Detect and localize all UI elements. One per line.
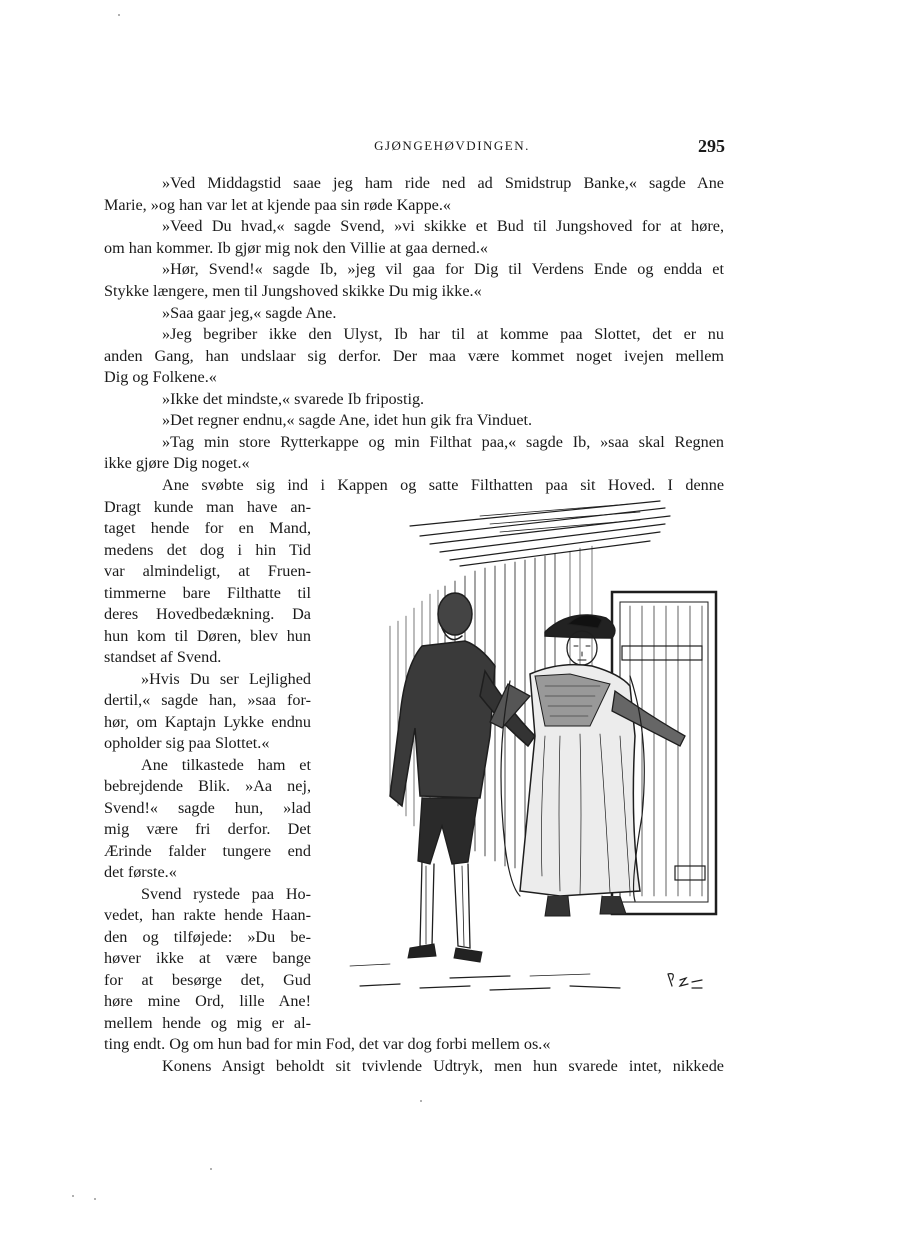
page-speck: [118, 14, 120, 16]
column-line: Svend!« sagde hun, »lad: [104, 799, 311, 817]
column-line: Ane tilkastede ham et: [141, 756, 311, 774]
text-line: »Ikke det mindste,« svarede Ib fripostig.: [162, 390, 425, 408]
column-line: høver ikke at være bange: [104, 949, 311, 967]
column-line: mig være fri derfor. Det: [104, 820, 311, 838]
column-line: vedet, han rakte hende Haan-: [104, 906, 311, 924]
column-line: hun kom til Døren, blev hun: [104, 627, 311, 645]
column-line: hør, om Kaptajn Lykke endnu: [104, 713, 311, 731]
text-line: ting endt. Og om hun bad for min Fod, det var dog forbi mellem os.«: [104, 1035, 551, 1053]
column-line: medens det dog i hin Tid: [104, 541, 311, 559]
text-line: Stykke længere, men til Jungshoved skikke Du mig ikke.«: [104, 282, 482, 300]
page-speck: [420, 1100, 422, 1102]
page-speck: [94, 1198, 96, 1200]
column-line: høre mine Ord, lille Ane!: [104, 992, 311, 1010]
text-line: »Ved Middagstid saae jeg ham ride ned ad Smidstrup Banke,« sagde Ane: [162, 174, 724, 192]
column-line: »Hvis Du ser Lejlighed: [141, 670, 311, 688]
column-line: dertil,« sagde han, »saa for-: [104, 691, 311, 709]
column-line: for at besørge det, Gud: [104, 971, 311, 989]
page-number: 295: [698, 136, 725, 156]
column-line: taget hende for en Mand,: [104, 519, 311, 537]
text-line: »Det regner endnu,« sagde Ane, idet hun gik fra Vinduet.: [162, 411, 533, 429]
text-line: »Tag min store Rytterkappe og min Filthat paa,« sagde Ib, »saa skal Regnen: [162, 433, 724, 451]
column-line: Ærinde falder tungere end: [104, 842, 311, 860]
text-line: Konens Ansigt beholdt sit tvivlende Udtryk, men hun svarede intet, nikkede: [162, 1057, 724, 1075]
column-line: Dragt kunde man have an-: [104, 498, 311, 516]
column-line: mellem hende og mig er al-: [104, 1014, 311, 1032]
text-line: »Saa gaar jeg,« sagde Ane.: [162, 304, 337, 322]
column-line: timmerne bare Filthatte til: [104, 584, 311, 602]
text-line: Ane svøbte sig ind i Kappen og satte Filthatten paa sit Hoved. I denne: [162, 476, 724, 494]
text-line: Dig og Folkene.«: [104, 368, 217, 386]
text-line: Marie, »og han var let at kjende paa sin røde Kappe.«: [104, 196, 452, 214]
column-line: Svend rystede paa Ho-: [141, 885, 311, 903]
column-line: den og tilføjede: »Du be-: [104, 928, 311, 946]
column-line: deres Hovedbedækning. Da: [104, 605, 311, 623]
page-speck: [210, 1168, 212, 1170]
text-line: ikke gjøre Dig noget.«: [104, 454, 250, 472]
text-line: »Jeg begriber ikke den Ulyst, Ib har til at komme paa Slottet, det er nu: [162, 325, 724, 343]
column-line: det første.«: [104, 863, 177, 881]
column-line: var almindeligt, at Fruen-: [104, 562, 311, 580]
text-line: om han kommer. Ib gjør mig nok den Villie at gaa derned.«: [104, 239, 488, 257]
text-line: anden Gang, han undslaar sig derfor. Der maa være kommet noget ivejen mellem: [104, 347, 724, 365]
text-line: »Veed Du hvad,« sagde Svend, »vi skikke et Bud til Jungshoved for at høre,: [162, 217, 724, 235]
column-line: bebrejdende Blik. »Aa nej,: [104, 777, 311, 795]
engraving: [330, 496, 732, 998]
running-title: GJØNGEHØVDINGEN.: [374, 138, 530, 153]
text-line: »Hør, Svend!« sagde Ib, »jeg vil gaa for Dig til Verdens Ende og endda et: [162, 260, 724, 278]
column-line: standset af Svend.: [104, 648, 222, 666]
column-line: opholder sig paa Slottet.«: [104, 734, 270, 752]
illustration: [330, 496, 732, 998]
page-speck: [72, 1195, 74, 1197]
